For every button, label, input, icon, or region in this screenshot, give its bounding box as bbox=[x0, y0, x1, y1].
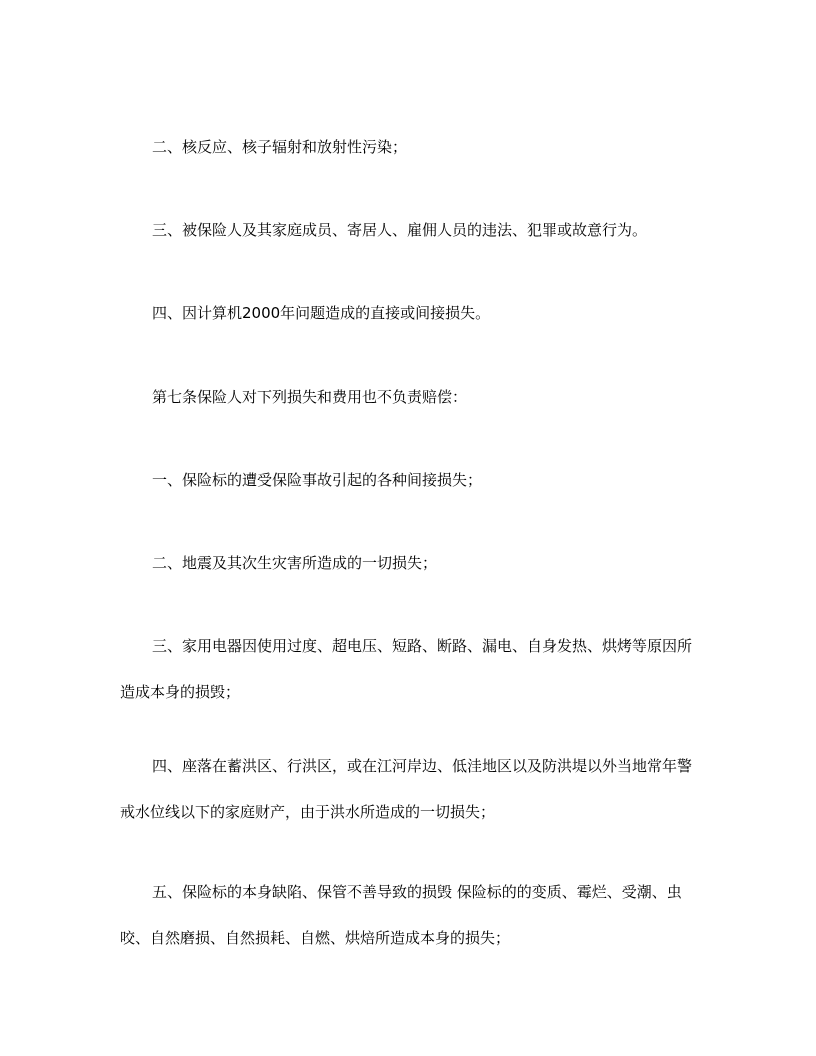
clause-paragraph: 三、被保险人及其家庭成员、寄居人、雇佣人员的违法、犯罪或故意行为。 bbox=[152, 221, 648, 239]
clause-paragraph: 五、保险标的本身缺陷、保管不善导致的损毁 保险标的的变质、霉烂、受潮、虫咬、自然磨损、自然损耗、自燃、烘焙所造成本身的损失； bbox=[120, 883, 682, 947]
clause-paragraph: 二、核反应、核子辐射和放射性污染； bbox=[152, 138, 408, 156]
clause-paragraph: 三、家用电器因使用过度、超电压、短路、断路、漏电、自身发热、烘烤等原因所造成本身的损毁； bbox=[120, 637, 693, 701]
clause-paragraph: 四、因计算机2000年问题造成的直接或间接损失。 bbox=[152, 304, 491, 322]
clause-paragraph: 一、保险标的遭受保险事故引起的各种间接损失； bbox=[152, 471, 483, 489]
clause-paragraph: 四、座落在蓄洪区、行洪区，或在江河岸边、低洼地区以及防洪堤以外当地常年警戒水位线以下的家庭财产，由于洪水所造成的一切损失； bbox=[120, 757, 693, 821]
clause-paragraph: 二、地震及其次生灾害所造成的一切损失； bbox=[152, 554, 438, 572]
article-heading: 第七条保险人对下列损失和费用也不负责赔偿： bbox=[152, 388, 468, 406]
